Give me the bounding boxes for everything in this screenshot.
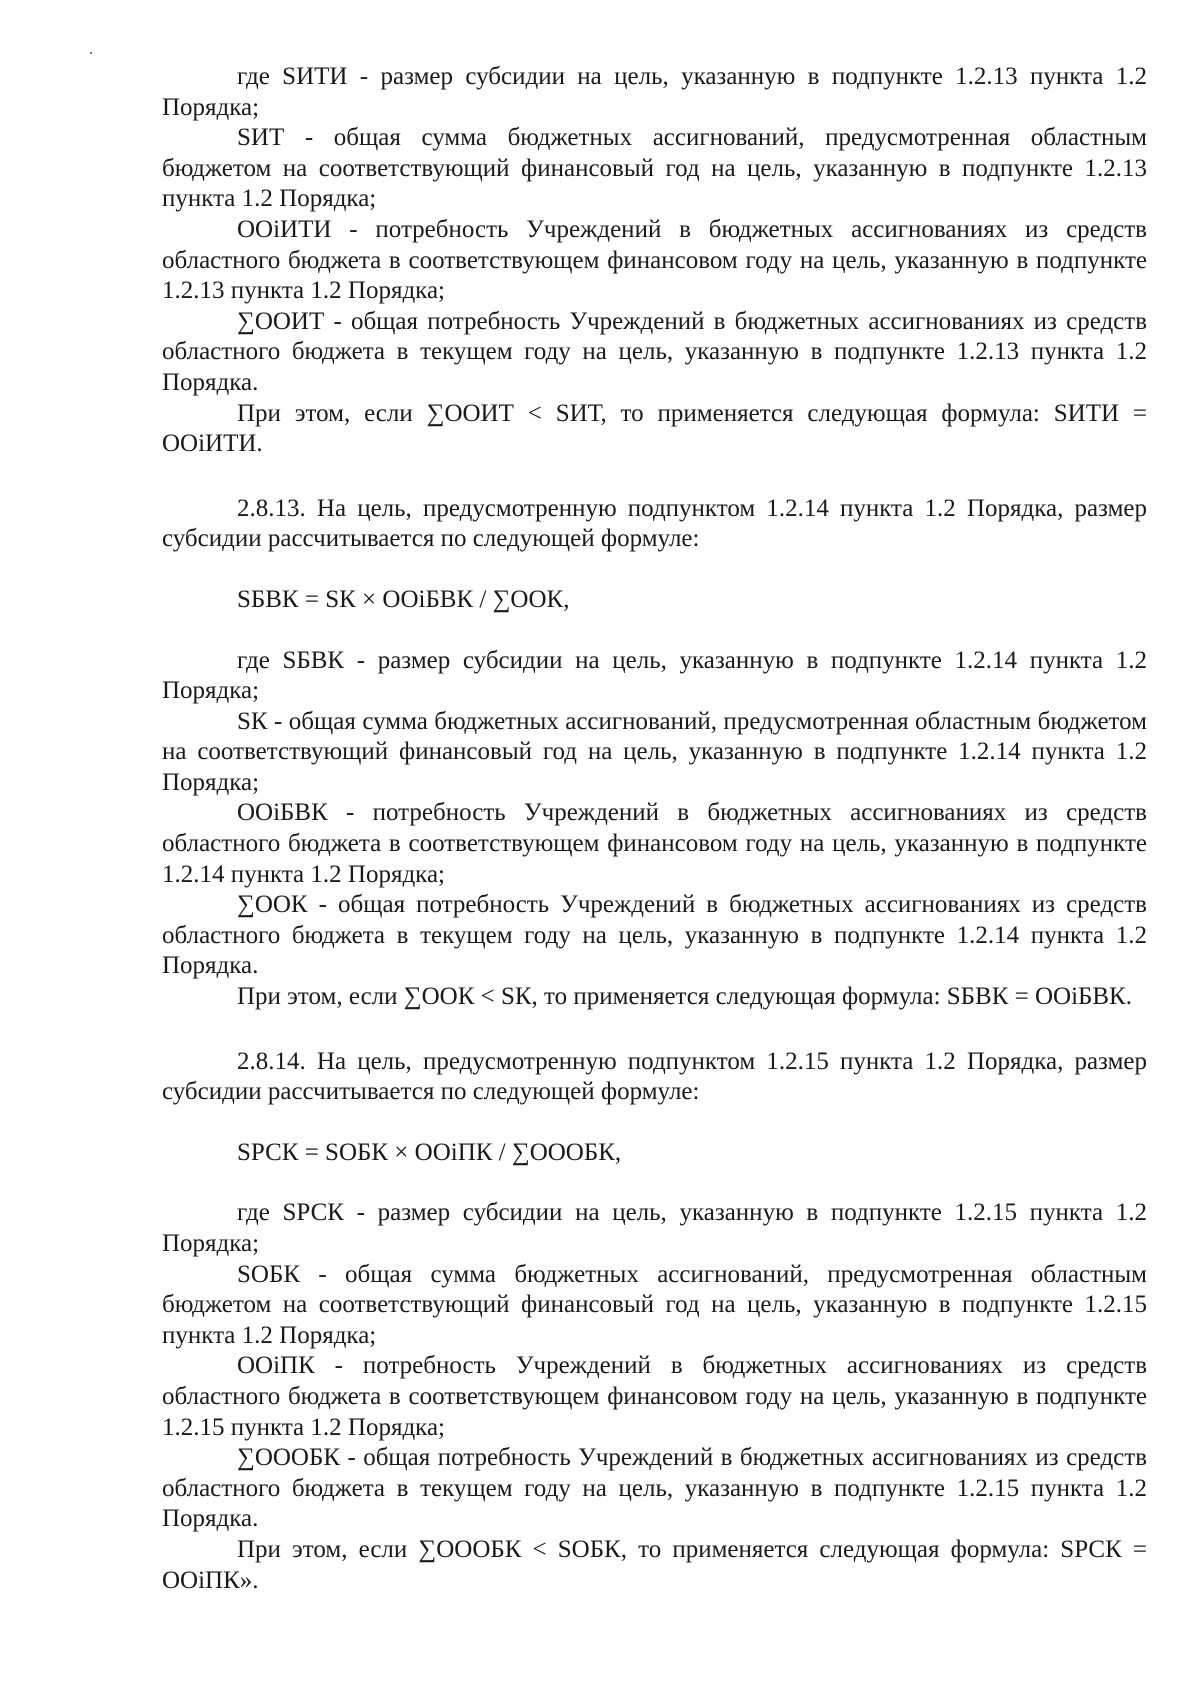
paragraph-s-bvk-definition: где SБВК - размер субсидии на цель, указанную в подпункте 1.2.14 пункта 1.2 Порядка; — [162, 646, 1147, 705]
paragraph-s-it-definition: SИТ - общая сумма бюджетных ассигнований, предусмотренная областным бюджетом на соответствующий финансовый год на цель, указанную в подпункте 1.2.13 пункта 1.2 Порядка; — [162, 124, 1147, 213]
document-page — [162, 62, 1147, 1596]
paragraph-s-iti-definition: где SИТИ - размер субсидии на цель, указанную в подпункте 1.2.13 пункта 1.2 Порядка; — [162, 63, 1147, 121]
paragraph-sum-oo-obk-definition: ∑OOОБК - общая потребность Учреждений в бюджетных ассигнованиях из средств областного бюджета в текущем году на цель, указанную в подпункте 1.2.15 пункта 1.2 Порядка. — [162, 1444, 1147, 1533]
paragraph-bvk-condition: При этом, если ∑OOК < SК, то применяется следующая формула: SБВК = OOiБВК. — [237, 983, 1132, 1011]
paragraph-ooi-bvk-definition: OOiБВК - потребность Учреждений в бюджетных ассигнованиях из средств областного бюджета в соответствующем финансовом году на цель, указанную в подпункте 1.2.14 пункта 1.2 Порядка; — [162, 799, 1147, 888]
paragraph-iti-condition: При этом, если ∑OOИТ < SИТ, то применяется следующая формула: SИТИ = OOiИТИ. — [162, 399, 1147, 458]
paragraph-s-obk-definition: SОБК - общая сумма бюджетных ассигнований, предусмотренная областным бюджетом на соответствующий финансовый год на цель, указанную в подпункте 1.2.15 пункта 1.2 Порядка; — [162, 1260, 1147, 1349]
section-2-8-13-heading: 2.8.13. На цель, предусмотренную подпунктом 1.2.14 пункта 1.2 Порядка, размер субсидии рассчитывается по следующей формуле: — [162, 494, 1147, 553]
paragraph-ooi-iti-definition: OOiИТИ - потребность Учреждений в бюджетных ассигнованиях из средств областного бюджета в соответствующем финансовом году на цель, указанную в подпункте 1.2.13 пункта 1.2 Порядка; — [162, 215, 1147, 305]
paragraph-sum-oo-it-definition: ∑OOИТ - общая потребность Учреждений в бюджетных ассигнованиях из средств областного бюджета в текущем году на цель, указанную в подпункте 1.2.13 пункта 1.2 Порядка. — [162, 307, 1147, 396]
paragraph-s-rsk-definition: где SРСК - размер субсидии на цель, указанную в подпункте 1.2.15 пункта 1.2 Порядка; — [162, 1199, 1147, 1257]
scan-speck — [90, 52, 92, 54]
paragraph-ooi-pk-definition: OOiПК - потребность Учреждений в бюджетных ассигнованиях из средств областного бюджета в соответствующем финансовом году на цель, указанную в подпункте 1.2.15 пункта 1.2 Порядка; — [162, 1352, 1147, 1441]
formula-s-bvk: SБВК = SК × OOiБВК / ∑OOК, — [237, 585, 570, 613]
paragraph-sum-oo-k-definition: ∑OOК - общая потребность Учреждений в бюджетных ассигнованиях из средств областного бюджета в текущем году на цель, указанную в подпункте 1.2.14 пункта 1.2 Порядка. — [162, 891, 1147, 980]
formula-s-rsk: SРСК = SОБК × OOiПК / ∑OOОБК, — [237, 1138, 622, 1166]
paragraph-s-k-definition: SК - общая сумма бюджетных ассигнований, предусмотренная областным бюджетом на соответствующий финансовый год на цель, указанную в подпункте 1.2.14 пункта 1.2 Порядка; — [162, 707, 1147, 796]
section-2-8-14-heading: 2.8.14. На цель, предусмотренную подпунктом 1.2.15 пункта 1.2 Порядка, размер субсидии рассчитывается по следующей формуле: — [162, 1047, 1147, 1106]
paragraph-rsk-condition: При этом, если ∑OOОБК < SОБК, то применяется следующая формула: SРСК = OOiПК». — [162, 1535, 1147, 1594]
